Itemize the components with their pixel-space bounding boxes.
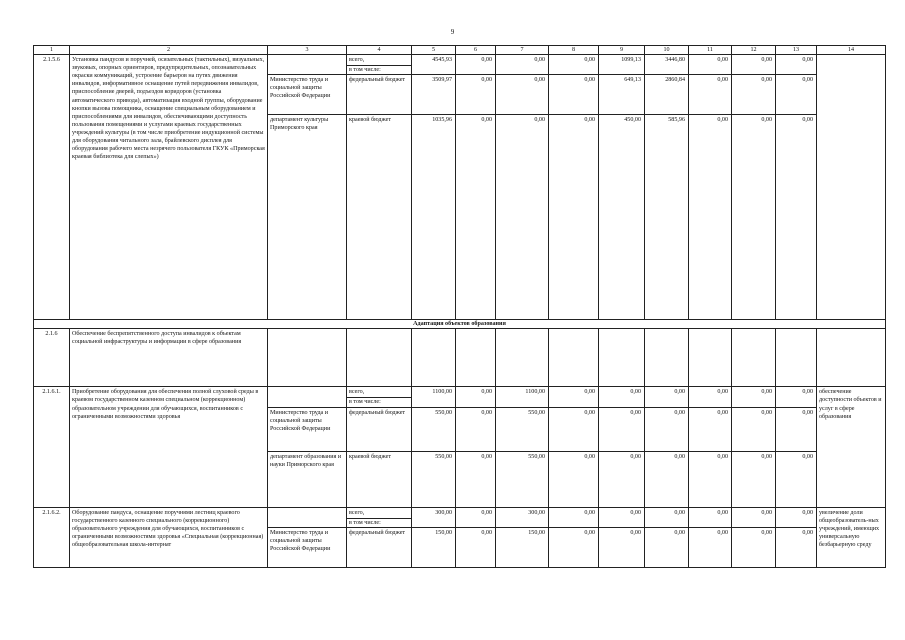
including-label: в том числе:	[349, 519, 381, 526]
result-cell	[817, 55, 886, 320]
value-cell: 0,00	[645, 451, 689, 507]
col-header: 1	[34, 46, 70, 55]
value-cell: 0,00	[456, 507, 496, 527]
value-cell: 585,96	[645, 115, 689, 320]
value-cell: 300,00	[412, 507, 456, 527]
funding-source: краевой бюджет	[347, 451, 412, 507]
value-cell: 0,00	[689, 115, 732, 320]
funding-source: краевой бюджет	[347, 115, 412, 320]
row-description: Установка пандусов и поручней, осязательных (тактильных), визуальных, звуковых, опорных ориентиров, предупредительных, опознавательных окраски коммуникаций, устроение барьеров на путях движения инвалидов, информативное оснащение путей передвижения инвалидов, приспособление дверей, подъездов коридоров (установка автоматического привода), автоматизация входной группы, оборудование кнопки вызова помощника, оснащение специальным оборудованием и приспособлениями для инвалидов, обеспечивающими доступность пользования помещениями и услугами краевых государственных учреждений культуры (в том числе приобретение индукционной системы для оборудования читального зала, брайлевского дисплея для оборудования рабочего места незрячего пользователя ГКУК «Приморская краевая библиотека для слепых»)	[70, 55, 268, 320]
value-cell: 0,00	[456, 527, 496, 567]
executor-cell: департамент культуры Приморского края	[268, 115, 347, 320]
value-cell: 0,00	[549, 527, 599, 567]
value-cell: 0,00	[732, 507, 776, 527]
value-cell	[645, 329, 689, 387]
row-code: 2.1.6.2.	[34, 507, 70, 567]
value-cell: 3446,80	[645, 55, 689, 75]
value-cell: 0,00	[732, 527, 776, 567]
value-cell: 1099,13	[599, 55, 645, 75]
value-cell: 0,00	[496, 115, 549, 320]
row-code: 2.1.6	[34, 329, 70, 387]
col-header: 9	[599, 46, 645, 55]
funding-source	[347, 55, 412, 75]
value-cell: 300,00	[496, 507, 549, 527]
value-cell: 550,00	[412, 451, 456, 507]
value-cell: 0,00	[549, 407, 599, 451]
executor-cell: Министерство труда и социальной защиты Российской Федерации	[268, 75, 347, 115]
page-number: 9	[450, 28, 455, 36]
value-cell: 0,00	[776, 507, 817, 527]
value-cell: 0,00	[645, 387, 689, 407]
value-cell: 0,00	[732, 387, 776, 407]
value-cell: 0,00	[599, 407, 645, 451]
col-header: 14	[817, 46, 886, 55]
col-header: 11	[689, 46, 732, 55]
value-cell: 150,00	[412, 527, 456, 567]
value-cell	[456, 329, 496, 387]
value-cell: 0,00	[776, 407, 817, 451]
value-cell: 0,00	[599, 451, 645, 507]
col-header: 5	[412, 46, 456, 55]
value-cell: 0,00	[776, 451, 817, 507]
value-cell: 0,00	[776, 115, 817, 320]
executor-cell: Министерство труда и социальной защиты Российской Федерации	[268, 407, 347, 451]
value-cell: 0,00	[732, 407, 776, 451]
value-cell: 1100,00	[496, 387, 549, 407]
value-cell: 0,00	[732, 75, 776, 115]
col-header: 4	[347, 46, 412, 55]
value-cell: 4545,93	[412, 55, 456, 75]
value-cell: 1035,96	[412, 115, 456, 320]
row-description: Приобретение оборудования для обеспечения полной слуховой среды в краевом государственном казенном специальном (коррекционном) образовательном учреждении для обучающихся, воспитанников с ограниченными возможностями здоровья	[70, 387, 268, 507]
value-cell: 0,00	[776, 387, 817, 407]
col-header: 10	[645, 46, 689, 55]
funding-source	[347, 507, 412, 527]
value-cell: 150,00	[496, 527, 549, 567]
value-cell	[732, 329, 776, 387]
value-cell: 0,00	[549, 507, 599, 527]
value-cell: 649,13	[599, 75, 645, 115]
col-header: 2	[70, 46, 268, 55]
value-cell: 0,00	[732, 115, 776, 320]
value-cell: 0,00	[732, 55, 776, 75]
value-cell: 0,00	[456, 55, 496, 75]
value-cell: 0,00	[456, 75, 496, 115]
value-cell: 450,00	[599, 115, 645, 320]
value-cell: 0,00	[645, 507, 689, 527]
row-code: 2.1.6.1.	[34, 387, 70, 507]
value-cell	[412, 329, 456, 387]
value-cell: 550,00	[412, 407, 456, 451]
row-description: Обеспечение беспрепятственного доступа инвалидов к объектам социальной инфраструктуры и информации в сфере образования	[70, 329, 268, 387]
value-cell: 0,00	[776, 527, 817, 567]
value-cell: 0,00	[689, 75, 732, 115]
value-cell: 0,00	[689, 527, 732, 567]
value-cell	[496, 329, 549, 387]
col-header: 7	[496, 46, 549, 55]
value-cell: 0,00	[456, 387, 496, 407]
table-row	[34, 387, 886, 407]
result-cell: увеличение доли общеобразователь-ных учреждений, имеющих универсальную безбарьерную среду	[817, 507, 886, 567]
value-cell: 0,00	[549, 75, 599, 115]
executor-cell	[268, 55, 347, 75]
value-cell: 550,00	[496, 451, 549, 507]
col-header: 8	[549, 46, 599, 55]
value-cell: 0,00	[456, 407, 496, 451]
result-cell	[817, 329, 886, 387]
value-cell	[549, 329, 599, 387]
value-cell: 550,00	[496, 407, 549, 451]
value-cell: 0,00	[689, 507, 732, 527]
program-table	[33, 45, 886, 568]
value-cell: 0,00	[599, 507, 645, 527]
value-cell: 3509,97	[412, 75, 456, 115]
section-title: Адаптация объектов образования	[34, 320, 886, 329]
executor-cell	[268, 329, 347, 387]
total-label: всего,	[347, 55, 411, 66]
executor-cell	[268, 507, 347, 527]
value-cell: 0,00	[549, 451, 599, 507]
col-header: 12	[732, 46, 776, 55]
value-cell: 0,00	[645, 527, 689, 567]
value-cell: 0,00	[456, 115, 496, 320]
value-cell: 0,00	[732, 451, 776, 507]
table-row	[34, 507, 886, 527]
value-cell: 0,00	[549, 115, 599, 320]
total-label: всего,	[347, 508, 411, 519]
value-cell	[776, 329, 817, 387]
value-cell: 0,00	[689, 55, 732, 75]
funding-source: федеральный бюджет	[347, 527, 412, 567]
executor-cell	[268, 387, 347, 407]
row-description: Оборудование пандуса, оснащение поручнями лестниц краевого государственного казенного специального (коррекционного) образовательного учреждения для обучающихся, воспитанников с ограниченными возможностями здоровья «Специальная (коррекционная) общеобразовательная школа-интернат	[70, 507, 268, 567]
funding-source: федеральный бюджет	[347, 407, 412, 451]
value-cell: 0,00	[496, 75, 549, 115]
value-cell: 0,00	[645, 407, 689, 451]
col-header: 6	[456, 46, 496, 55]
value-cell: 0,00	[549, 55, 599, 75]
funding-source	[347, 329, 412, 387]
value-cell: 0,00	[776, 55, 817, 75]
col-header: 13	[776, 46, 817, 55]
value-cell: 0,00	[456, 451, 496, 507]
including-label: в том числе:	[349, 67, 381, 74]
value-cell: 0,00	[599, 387, 645, 407]
table-row	[34, 329, 886, 387]
value-cell: 0,00	[689, 387, 732, 407]
value-cell: 2860,84	[645, 75, 689, 115]
header-row	[34, 46, 886, 55]
row-code: 2.1.5.6	[34, 55, 70, 320]
funding-source: федеральный бюджет	[347, 75, 412, 115]
value-cell	[689, 329, 732, 387]
value-cell: 0,00	[599, 527, 645, 567]
including-label: в том числе:	[349, 399, 381, 406]
value-cell: 0,00	[689, 407, 732, 451]
funding-source	[347, 387, 412, 407]
executor-cell: Министерство труда и социальной защиты Российской Федерации	[268, 527, 347, 567]
col-header: 3	[268, 46, 347, 55]
value-cell: 0,00	[776, 75, 817, 115]
section-row	[34, 320, 886, 329]
value-cell: 0,00	[549, 387, 599, 407]
value-cell: 0,00	[689, 451, 732, 507]
value-cell: 0,00	[496, 55, 549, 75]
total-label: всего,	[347, 387, 411, 398]
table-row	[34, 55, 886, 75]
result-cell: обеспечение доступности объектов и услуг в сфере образования	[817, 387, 886, 507]
executor-cell: департамент образования и науки Приморского края	[268, 451, 347, 507]
value-cell: 1100,00	[412, 387, 456, 407]
value-cell	[599, 329, 645, 387]
